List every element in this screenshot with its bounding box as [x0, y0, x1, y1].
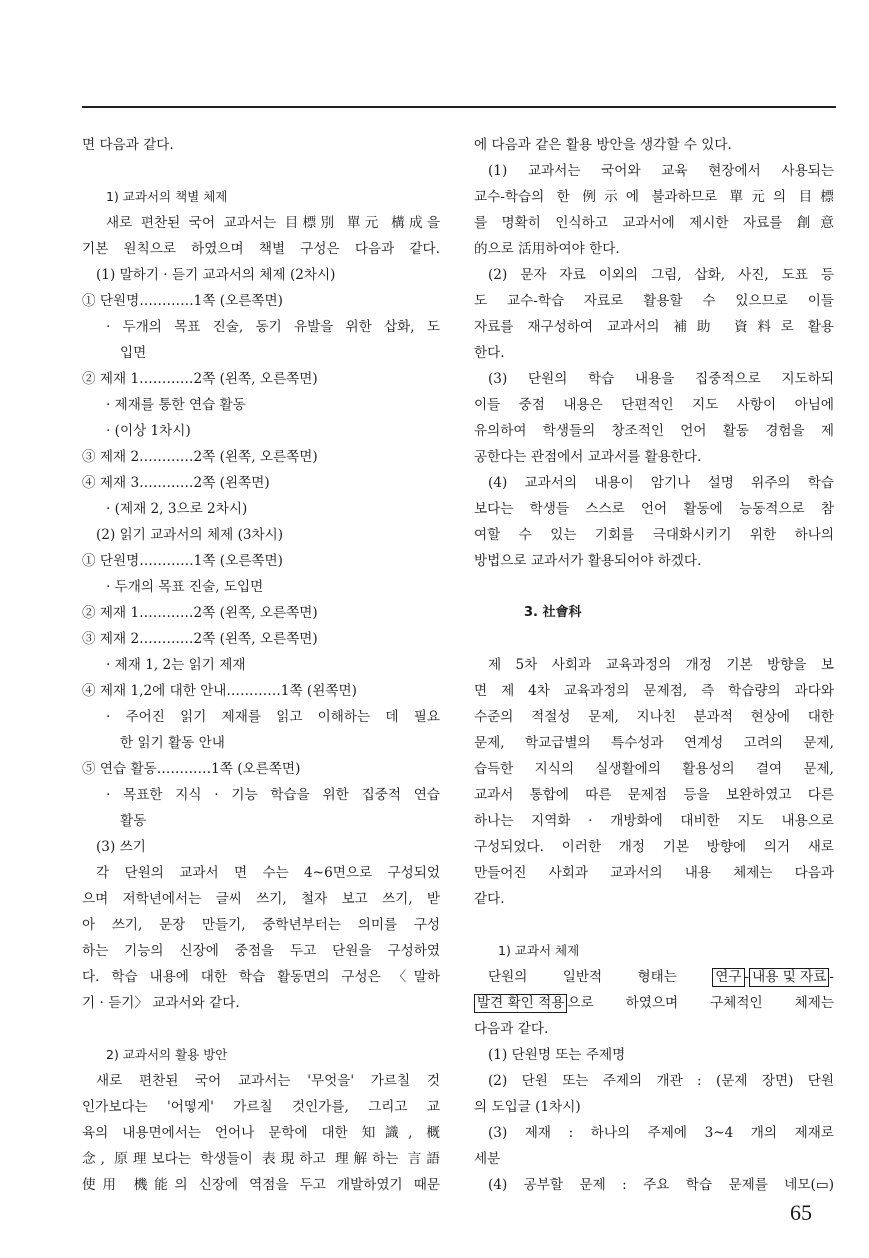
text-line: 유의하여 학생들의 창조적인 언어 활동 경험을 제: [474, 423, 834, 439]
text-line: · 제재를 통한 연습 활동: [106, 397, 246, 413]
text-line: 교수-학습의 한 例示에 불과하므로 單元의 目標: [474, 189, 834, 205]
text-line: 보다는 학생들 스스로 언어 활동에 능동적으로 참: [474, 501, 834, 517]
text-line: 다. 학습 내용에 대한 학습 활동면의 구성은 〈말하: [82, 969, 440, 985]
unit-form-box-research: 연구: [712, 968, 744, 987]
text-line: 의 도입글 (1차시): [474, 1099, 581, 1115]
text-line: 만들어진 사회과 교과서의 내용 체제는 다음과: [474, 865, 834, 881]
unit-form-dash: -: [744, 969, 750, 985]
text-line: 아 쓰기, 문장 만들기, 중학년부터는 의미를 구성: [82, 917, 440, 933]
text-line: · 두개의 목표 진술, 동기 유발을 위한 삽화, 도: [106, 319, 440, 335]
text-line: (2) 문자 자료 이외의 그림, 삽화, 사진, 도표 등: [488, 267, 834, 283]
unit-form-prefix: 단원의 일반적 형태는: [488, 969, 677, 985]
text-line: ③ 제재 2…………2쪽 (왼쪽, 오른쪽면): [82, 631, 318, 647]
text-line: (2) 단원 또는 주제의 개관 : (문제 장면) 단원: [488, 1073, 834, 1089]
text-line: 으며 저학년에서는 글씨 쓰기, 철자 보고 쓰기, 받: [82, 891, 440, 907]
text-line: 제 5차 사회과 교육과정의 개정 기본 방향을 보: [488, 657, 834, 673]
text-line: 방법으로 교과서가 활용되어야 하겠다.: [474, 553, 702, 569]
text-line: · (제재 2, 3으로 2차시): [106, 501, 248, 517]
text-line: 공한다는 관점에서 교과서를 활용한다.: [474, 449, 702, 465]
text-line: 的으로 活用하여야 한다.: [474, 241, 620, 257]
text-line: 1) 교과서의 책별 체제: [106, 189, 228, 204]
text-line: 육의 내용면에서는 언어나 문학에 대한 知識, 概: [82, 1125, 440, 1141]
text-line: 면 제 4차 교육과정의 문제점, 즉 학습량의 과다와: [474, 683, 834, 699]
right-column: [474, 132, 834, 1198]
text-line: 를 명확히 인식하고 교과서에 제시한 자료를 創意: [474, 215, 834, 231]
text-line: 세분: [474, 1151, 501, 1167]
text-line: 수준의 적절성 문제, 지나친 분과적 현상에 대한: [474, 709, 834, 725]
text-line: 하나는 지역화 · 개방화에 대비한 지도 내용으로: [474, 813, 834, 829]
text-line: · 주어진 읽기 제재를 읽고 이해하는 데 필요: [106, 709, 440, 725]
text-line: 인가보다는 '어떻게' 가르칠 것인가를, 그리고 교: [82, 1099, 440, 1115]
text-line: 다음과 같다.: [474, 1021, 549, 1037]
text-line: ① 단원명…………1쪽 (오른쪽면): [82, 553, 283, 569]
unit-form-box-apply: 발견 확인 적용: [474, 994, 567, 1013]
text-line: ③ 제재 2…………2쪽 (왼쪽, 오른쪽면): [82, 449, 318, 465]
text-line: (1) 교과서는 국어와 교육 현장에서 사용되는: [488, 163, 834, 179]
text-line: 면 다음과 같다.: [82, 137, 174, 153]
text-line: (4) 공부할 문제 : 주요 학습 문제를 네모(▭): [488, 1177, 834, 1193]
text-line: ④ 제재 3…………2쪽 (왼쪽면): [82, 475, 270, 491]
text-line: 1) 교과서 체제: [498, 943, 580, 958]
text-line: (1) 말하기 · 듣기 교과서의 체제 (2차시): [96, 267, 336, 283]
text-line: 교과서 통합에 따른 문제점 등을 보완하였고 다른: [474, 787, 834, 803]
spacer: [474, 626, 834, 652]
unit-form-dash: -: [829, 969, 834, 985]
text-line: (3) 제재 : 하나의 주제에 3~4 개의 제재로: [488, 1125, 834, 1141]
text-line: 使用 機能의 신장에 역점을 두고 개발하였기 때문: [82, 1177, 440, 1193]
text-line: 한다.: [474, 345, 505, 361]
text-line: 念, 原理보다는 학생들이 表現하고 理解하는 言語: [82, 1151, 440, 1167]
unit-form-line: [474, 964, 834, 990]
text-line: ② 제재 1…………2쪽 (왼쪽, 오른쪽면): [82, 605, 318, 621]
text-line: 도 교수-학습 자료로 활용할 수 있으므로 이들: [474, 293, 834, 309]
spacer: [82, 158, 440, 184]
unit-form-box-content: 내용 및 자료: [749, 968, 829, 987]
text-line: 이들 중점 내용은 단편적인 지도 사항이 아님에: [474, 397, 834, 413]
text-line: · 제재 1, 2는 읽기 제재: [106, 657, 246, 673]
text-line: 구성되었다. 이러한 개정 기본 방향에 의거 새로: [474, 839, 834, 855]
spacer: [474, 574, 834, 600]
text-line: 여할 수 있는 기회를 극대화시키기 위한 하나의: [474, 527, 834, 543]
text-line: · 목표한 지식 · 기능 학습을 위한 집중적 연습: [106, 787, 440, 803]
header-rule: [82, 106, 836, 108]
right-column-top: [474, 132, 834, 964]
text-line: 새로 편찬된 국어 교과서는 '무엇을' 가르칠 것: [96, 1073, 440, 1089]
text-line: ⑤ 연습 활동…………1쪽 (오른쪽면): [82, 761, 301, 777]
text-line: · (이상 1차시): [106, 423, 191, 439]
text-line: ④ 제재 1,2에 대한 안내…………1쪽 (왼쪽면): [82, 683, 357, 699]
spacer: [474, 912, 834, 938]
right-column-bottom: [474, 1016, 834, 1198]
unit-form-line-2: [474, 990, 834, 1016]
text-line: 기본 원칙으로 하였으며 책별 구성은 다음과 같다.: [82, 241, 440, 257]
text-line: ① 단원명…………1쪽 (오른쪽면): [82, 293, 283, 309]
text-line: 활동: [120, 813, 147, 829]
text-line: · 두개의 목표 진술, 도입면: [106, 579, 264, 595]
text-line: (3) 쓰기: [96, 839, 146, 855]
text-line: 문제, 학교급별의 특수성과 연계성 고려의 문제,: [474, 735, 834, 751]
text-line: 기 · 듣기〉 교과서와 같다.: [82, 995, 240, 1011]
text-line: 같다.: [474, 891, 505, 907]
left-column: [82, 132, 440, 1198]
text-line: 한 읽기 활동 안내: [120, 735, 225, 751]
text-line: 습득한 지식의 실생활에의 활용성의 결여 문제,: [474, 761, 834, 777]
text-line: (1) 단원명 또는 주제명: [488, 1047, 626, 1063]
text-line: ② 제재 1…………2쪽 (왼쪽, 오른쪽면): [82, 371, 318, 387]
text-line: (2) 읽기 교과서의 체제 (3차시): [96, 527, 284, 543]
text-line: (4) 교과서의 내용이 암기나 설명 위주의 학습: [488, 475, 834, 491]
text-line: 하는 기능의 신장에 중점을 두고 단원을 구성하였: [82, 943, 440, 959]
page-number: 65: [790, 1200, 812, 1225]
text-line: 각 단원의 교과서 면 수는 4~6면으로 구성되었: [96, 865, 440, 881]
unit-form-suffix: 으로 하였으며 구체적인 체제는: [567, 995, 834, 1011]
text-line: (3) 단원의 학습 내용을 집중적으로 지도하되: [488, 371, 834, 387]
text-line: 입면: [120, 345, 147, 361]
text-line: 3. 社會科: [524, 605, 582, 620]
text-line: 에 다음과 같은 활용 방안을 생각할 수 있다.: [474, 137, 732, 153]
text-line: 자료를 재구성하여 교과서의 補助 資料로 활용: [474, 319, 834, 335]
text-line: 새로 편찬된 국어 교과서는 目標別 單元 構成을: [106, 215, 440, 231]
text-line: 2) 교과서의 활용 방안: [106, 1047, 228, 1062]
spacer: [82, 1016, 440, 1042]
